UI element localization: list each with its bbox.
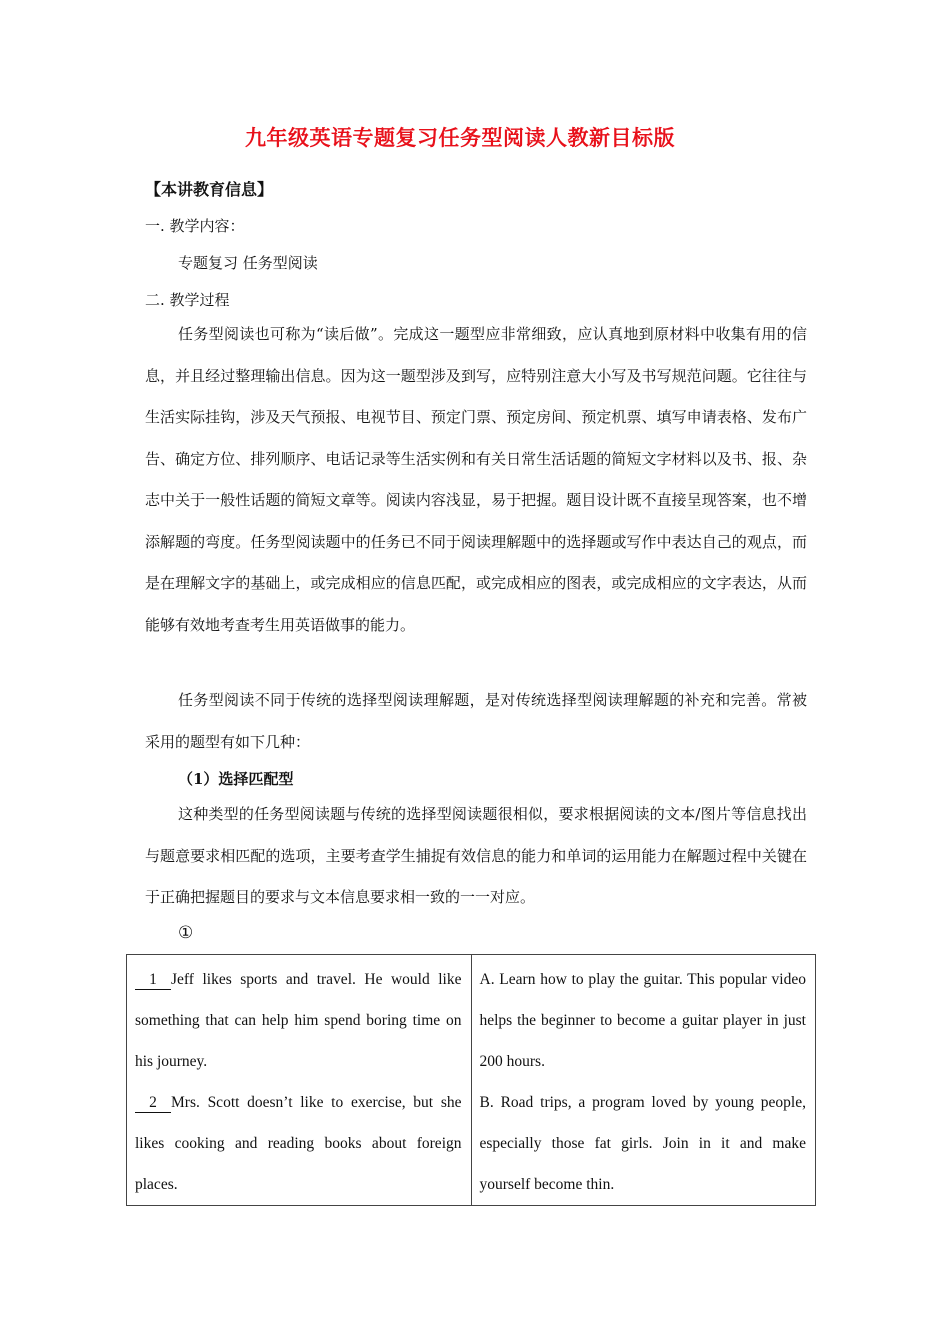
- paragraph-2: 任务型阅读不同于传统的选择型阅读理解题，是对传统选择型阅读理解题的补充和完善。常被采用的题型有如下几种：: [145, 691, 807, 751]
- document-title: 九年级英语专题复习任务型阅读人教新目标版: [245, 125, 675, 150]
- part1-content: 专题复习 任务型阅读: [178, 254, 318, 272]
- part1-label: 一. 教学内容：: [145, 217, 245, 235]
- part2-label: 二. 教学过程: [145, 291, 230, 309]
- question-item: [135, 959, 462, 1082]
- questions-cell: [127, 955, 472, 1206]
- subheading-matching-type: （1）选择匹配型: [178, 770, 294, 788]
- answer-blank[interactable]: 1: [135, 971, 171, 990]
- question-text: Jeff likes sports and travel. He would like something that can help him spend boring time on his journey.: [135, 971, 462, 1070]
- question-item: [135, 1082, 462, 1205]
- options-cell: [471, 955, 816, 1206]
- section-heading: 【本讲教育信息】: [145, 180, 274, 199]
- option-item: B. Road trips, a program loved by young people, especially those fat girls. Join in it and make yourself become thin.: [479, 1094, 806, 1193]
- question-text: Mrs. Scott doesn’t like to exercise, but she likes cooking and reading books about foreign places.: [135, 1094, 462, 1193]
- matching-table: [126, 954, 816, 1206]
- option-item: A. Learn how to play the guitar. This popular video helps the beginner to become a guitar player in just 200 hours.: [479, 971, 806, 1070]
- answer-blank[interactable]: 2: [135, 1094, 171, 1113]
- example-marker: ①: [178, 923, 194, 943]
- paragraph-3: 这种类型的任务型阅读题与传统的选择型阅读题很相似，要求根据阅读的文本/图片等信息找出与题意要求相匹配的选项，主要考查学生捕捉有效信息的能力和单词的运用能力在解题过程中关键在于正确把握题目的要求与文本信息要求相一致的一一对应。: [145, 805, 807, 906]
- paragraph-1: 任务型阅读也可称为“读后做”。完成这一题型应非常细致，应认真地到原材料中收集有用的信息，并且经过整理输出信息。因为这一题型涉及到写，应特别注意大小写及书写规范问题。它往往与生活实际挂钩，涉及天气预报、电视节目、预定门票、预定房间、预定机票、填写申请表格、发布广告、确定方位、排列顺序、电话记录等生活实例和有关日常生活话题的简短文字材料以及书、报、杂志中关于一般性话题的简短文章等。阅读内容浅显，易于把握。题目设计既不直接呈现答案，也不增添解题的弯度。任务型阅读题中的任务已不同于阅读理解题中的选择题或写作中表达自己的观点，而是在理解文字的基础上，或完成相应的信息匹配，或完成相应的图表，或完成相应的文字表达，从而能够有效地考查考生用英语做事的能力。: [145, 325, 807, 634]
